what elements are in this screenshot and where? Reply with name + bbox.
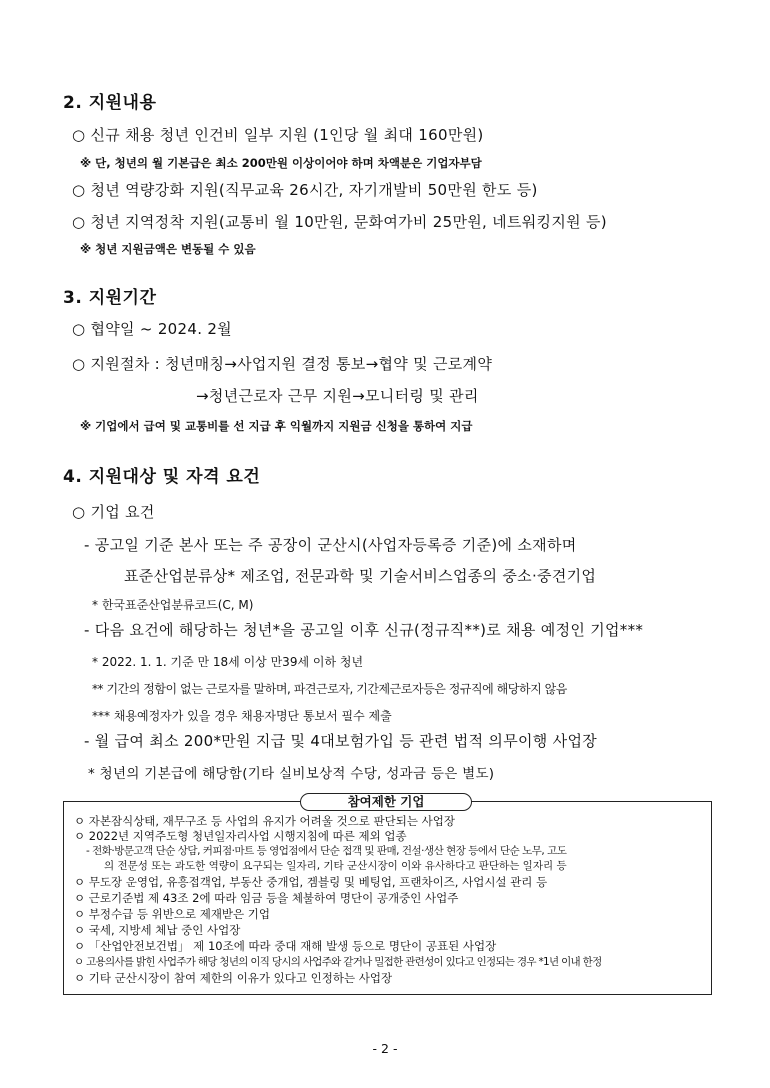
excluded-item-6: ㅇ 국세, 지방세 체납 중인 사업장 <box>74 923 241 937</box>
section-2-note-1: ※ 단, 청년의 월 기본급은 최소 200만원 이상이어야 하며 차액분은 기업자부담 <box>80 156 482 170</box>
excluded-item-4: ㅇ 근로기준법 제 43조 2에 따라 임금 등을 체불하여 명단이 공개중인 사업주 <box>74 891 459 905</box>
section-2-item-1: ○ 신규 채용 청년 인건비 일부 지원 (1인당 월 최대 160만원) <box>72 126 484 144</box>
section-4-req-2-note-1: * 2022. 1. 1. 기준 만 18세 이상 만39세 이하 청년 <box>92 655 364 669</box>
section-4-req-2-note-2: ** 기간의 정함이 없는 근로자를 말하며, 파견근로자, 기간제근로자등은 정규직에 해당하지 않음 <box>92 682 567 696</box>
excluded-item-1: ㅇ 자본잠식상태, 재무구조 등 사업의 유지가 어려울 것으로 판단되는 사업장 <box>74 814 455 828</box>
section-4-title: 4. 지원대상 및 자격 요건 <box>63 467 261 487</box>
excluded-item-9: ㅇ 기타 군산시장이 참여 제한의 이유가 있다고 인정하는 사업장 <box>74 971 393 985</box>
section-2-item-2: ○ 청년 역량강화 지원(직무교육 26시간, 자기개발비 50만원 한도 등) <box>72 181 538 199</box>
section-3-item-2-cont: →청년근로자 근무 지원→모니터링 및 관리 <box>196 387 479 405</box>
section-2-item-3: ○ 청년 지역정착 지원(교통비 월 10만원, 문화여가비 25만원, 네트워킹지원 등) <box>72 213 607 231</box>
section-3-item-1: ○ 협약일 ~ 2024. 2월 <box>72 320 232 338</box>
section-4-req-1: - 공고일 기준 본사 또는 주 공장이 군산시(사업자등록증 기준)에 소재하며 <box>84 536 577 554</box>
excluded-item-2-detail-1: - 전화·방문고객 단순 상담, 커피점·마트 등 영업점에서 단순 접객 및 판매, 건설·생산 현장 등에서 단순 노무, 고도 <box>86 845 567 857</box>
excluded-item-7: ㅇ 「산업안전보건법」 제 10조에 따라 중대 재해 발생 등으로 명단이 공표된 사업장 <box>74 939 497 953</box>
section-4-req-3-note: * 청년의 기본급에 해당함(기타 실비보상적 수당, 성과금 등은 별도) <box>88 766 495 782</box>
section-3-item-2: ○ 지원절차 : 청년매칭→사업지원 결정 통보→협약 및 근로계약 <box>72 355 493 373</box>
section-2-title: 2. 지원내용 <box>63 93 157 113</box>
section-2-note-2: ※ 청년 지원금액은 변동될 수 있음 <box>80 242 256 256</box>
section-4-req-2: - 다음 요건에 해당하는 청년*을 공고일 이후 신규(정규직**)로 채용 예정인 기업*** <box>84 621 644 639</box>
excluded-item-3: ㅇ 무도장 운영업, 유흥접객업, 부동산 중개업, 겜블링 및 베팅업, 프랜차이즈, 사업시설 관리 등 <box>74 875 548 889</box>
page-number: - 2 - <box>372 1041 398 1056</box>
section-4-company-req: ○ 기업 요건 <box>72 503 155 521</box>
section-4-req-2-note-3: *** 채용예정자가 있을 경우 채용자명단 통보서 필수 제출 <box>92 709 392 723</box>
excluded-item-2: ㅇ 2022년 지역주도형 청년일자리사업 시행지침에 따른 제외 업종 <box>74 829 407 843</box>
section-3-note: ※ 기업에서 급여 및 교통비를 선 지급 후 익월까지 지원금 신청을 통하여 지급 <box>80 419 473 433</box>
section-4-req-3: - 월 급여 최소 200*만원 지급 및 4대보험가입 등 관련 법적 의무이행 사업장 <box>84 732 598 750</box>
section-4-req-1-note: * 한국표준산업분류코드(C, M) <box>92 598 254 612</box>
excluded-item-5: ㅇ 부정수급 등 위반으로 제재받은 기업 <box>74 907 271 921</box>
excluded-companies-title: 참여제한 기업 <box>300 793 472 811</box>
section-3-title: 3. 지원기간 <box>63 288 157 308</box>
section-4-req-1-cont: 표준산업분류상* 제조업, 전문과학 및 기술서비스업종의 중소·중견기업 <box>124 567 597 585</box>
excluded-item-2-detail-2: 의 전문성 또는 과도한 역량이 요구되는 일자리, 기타 군산시장이 이와 유사하다고 판단하는 일자리 등 <box>104 860 567 872</box>
excluded-item-8: ㅇ 고용의사를 밝힌 사업주가 해당 청년의 이직 당시의 사업주와 같거나 밀접한 관련성이 있다고 인정되는 경우 *1년 이내 한정 <box>74 956 602 968</box>
